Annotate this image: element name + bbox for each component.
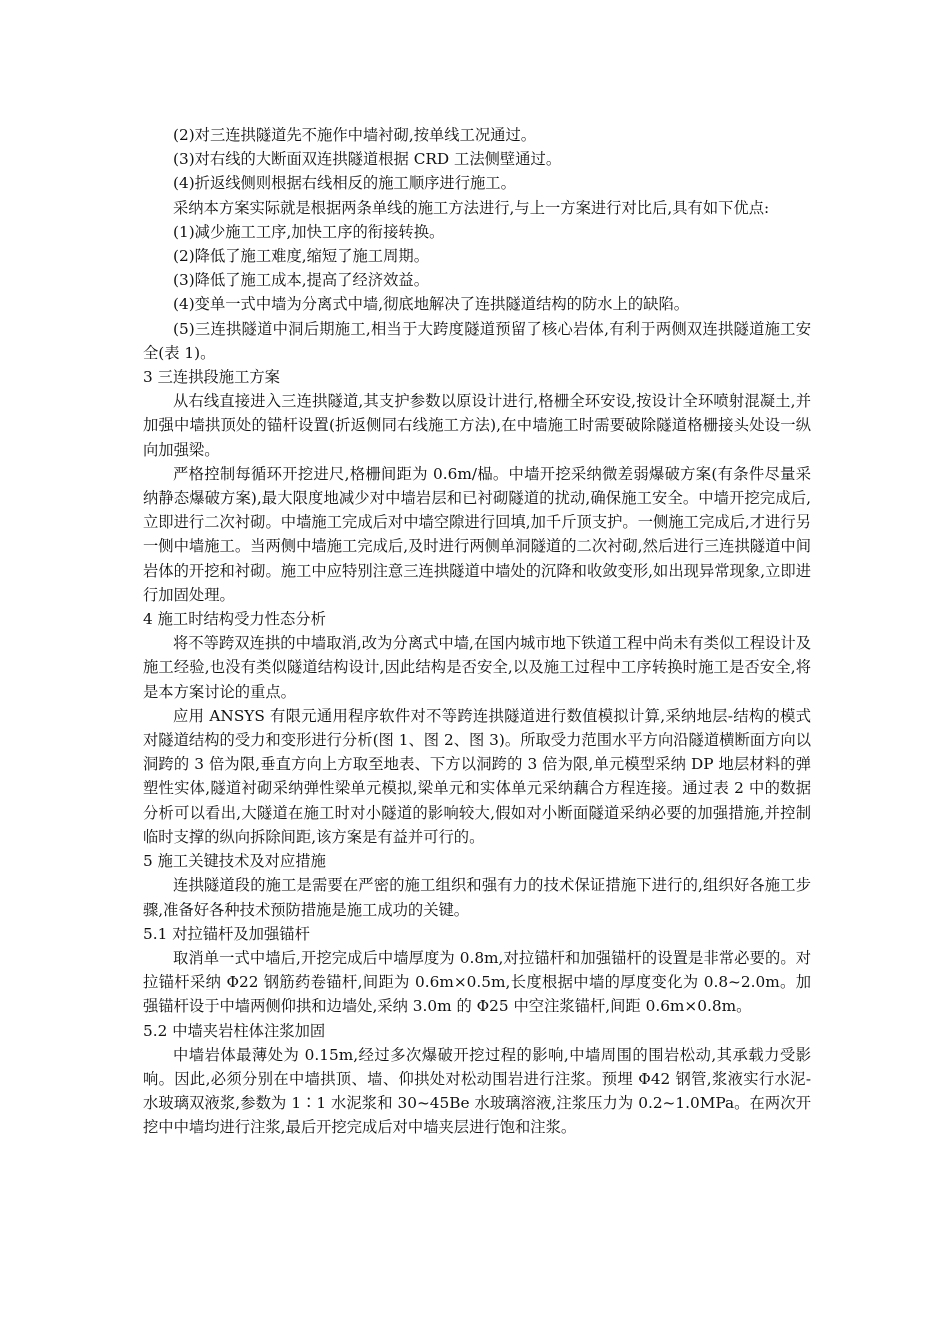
paragraph: (2)降低了施工难度,缩短了施工周期。 bbox=[173, 247, 429, 266]
subsection-heading: 5.1 对拉锚杆及加强锚杆 bbox=[143, 924, 310, 943]
paragraph: 严格控制每循环开挖进尺,格栅间距为 0.6m/榀。中墙开挖采纳微差弱爆破方案(有条件尽量采纳静态爆破方案),最大限度地减少对中墙岩层和已衬砌隧道的扰动,确保施工安全。中墙开挖完成后,立即进行二次衬砌。中墙施工完成后对中墙空隙进行回填,加千斤顶支护。一侧施工完成后,才进行另一侧中墙施工。当两侧中墙施工完成后,及时进行两侧单洞隧道的二次衬砌,然后进行三连拱隧道中间岩体的开挖和衬砌。施工中应特别注意三连拱隧道中墙处的沉降和收敛变形,如出现异常现象,立即进行加固处理。 bbox=[143, 464, 811, 604]
paragraph: (4)变单一式中墙为分离式中墙,彻底地解决了连拱隧道结构的防水上的缺陷。 bbox=[173, 295, 690, 314]
paragraph: 从右线直接进入三连拱隧道,其支护参数以原设计进行,格栅全环安设,按设计全环喷射混凝土,并加强中墙拱顶处的锚杆设置(折返侧同右线施工方法),在中墙施工时需要破除隧道格栅接头处设一纵向加强梁。 bbox=[143, 392, 811, 459]
paragraph: 中墙岩体最薄处为 0.15m,经过多次爆破开挖过程的影响,中墙周围的围岩松动,其承载力受影响。因此,必须分别在中墙拱顶、墙、仰拱处对松动围岩进行注浆。预埋 Φ42 钢管,浆液实行水泥-水玻璃双液浆,参数为 1∶1 水泥浆和 30~45Be 水玻璃溶液,注浆压力为 0.2~1.0MPa。在两次开挖中中墙均进行注浆,最后开挖完成后对中墙夹层进行饱和注浆。 bbox=[143, 1045, 811, 1137]
paragraph: (3)对右线的大断面双连拱隧道根据 CRD 工法侧壁通过。 bbox=[173, 150, 562, 169]
paragraph: 应用 ANSYS 有限元通用程序软件对不等跨连拱隧道进行数值模拟计算,采纳地层-结构的模式对隧道结构的受力和变形进行分析(图 1、图 2、图 3)。所取受力范围水平方向沿隧道横断面方向以洞跨的 3 倍为限,垂直方向上方取至地表、下方以洞跨的 3 倍为限,单元模型采纳 DP 地层材料的弹塑性实体,隧道衬砌采纳弹性梁单元模拟,梁单元和实体单元采纳藕合方程连接。通过表 2 中的数据分析可以看出,大隧道在施工时对小隧道的影响较大,假如对小断面隧道采纳必要的加强措施,并控制临时支撑的纵向拆除间距,该方案是有益并可行的。 bbox=[143, 706, 811, 846]
paragraph: (4)折返线侧则根据右线相反的施工顺序进行施工。 bbox=[173, 174, 516, 193]
paragraph: (2)对三连拱隧道先不施作中墙衬砌,按单线工况通过。 bbox=[173, 126, 537, 144]
paragraph: 取消单一式中墙后,开挖完成后中墙厚度为 0.8m,对拉锚杆和加强锚杆的设置是非常必要的。对拉锚杆采纳 Φ22 钢筋药卷锚杆,间距为 0.6m×0.5m,长度根据中墙的厚度变化为 0.8~2.0m。加强锚杆设于中墙两侧仰拱和边墙处,采纳 3.0m 的 Φ25 中空注浆锚杆,间距 0.6m×0.8m。 bbox=[143, 948, 811, 1016]
paragraph: 采纳本方案实际就是根据两条单线的施工方法进行,与上一方案进行对比后,具有如下优点: bbox=[173, 198, 770, 217]
paragraph: (3)降低了施工成本,提高了经济效益。 bbox=[173, 271, 429, 290]
document-page bbox=[143, 123, 811, 1140]
paragraph: 连拱隧道段的施工是需要在严密的施工组织和强有力的技术保证措施下进行的,组织好各施工步骤,准备好各种技术预防措施是施工成功的关键。 bbox=[143, 876, 811, 919]
paragraph: 将不等跨双连拱的中墙取消,改为分离式中墙,在国内城市地下铁道工程中尚未有类似工程设计及施工经验,也没有类似隧道结构设计,因此结构是否安全,以及施工过程中工序转换时施工是否安全,将是本方案讨论的重点。 bbox=[143, 634, 811, 701]
section-heading: 4 施工时结构受力性态分析 bbox=[143, 610, 326, 629]
section-heading: 3 三连拱段施工方案 bbox=[143, 368, 280, 387]
paragraph: (1)减少施工工序,加快工序的衔接转换。 bbox=[173, 222, 445, 241]
section-heading: 5 施工关键技术及对应措施 bbox=[143, 852, 326, 871]
subsection-heading: 5.2 中墙夹岩柱体注浆加固 bbox=[143, 1021, 326, 1040]
paragraph: (5)三连拱隧道中洞后期施工,相当于大跨度隧道预留了核心岩体,有利于两侧双连拱隧道施工安全(表 1)。 bbox=[143, 319, 811, 362]
